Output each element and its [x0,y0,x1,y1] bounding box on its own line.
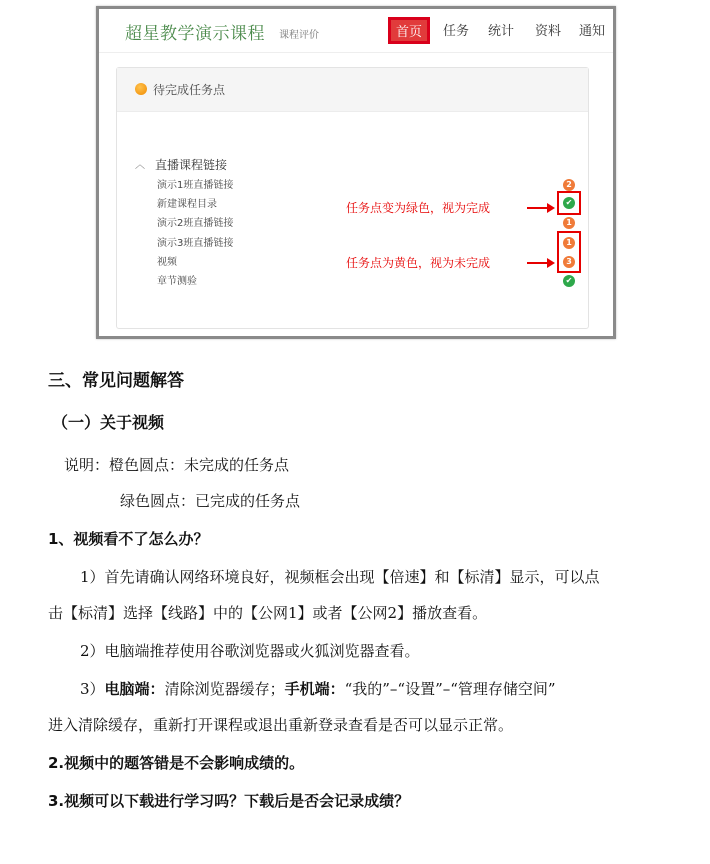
pc-label: 电脑端： [104,680,165,698]
panel-title: 待完成任务点 [153,83,226,97]
subsection-title: （一）关于视频 [52,413,165,432]
answer-3-prefix: 3） [80,680,105,698]
nav-notice[interactable]: 通知 [579,24,606,39]
answer-2: 2）电脑端推荐使用谷歌浏览器或火狐浏览器查看。 [80,642,420,660]
orange-badge-icon: 2 [563,179,575,191]
lesson-item[interactable]: 演示2班直播链接 [157,218,234,229]
answer-3-line1 [80,678,556,699]
chapter-title[interactable]: 直播课程链接 [155,158,228,172]
nav-statistics[interactable]: 统计 [488,24,515,39]
lesson-item[interactable]: 新建课程目录 [157,199,217,210]
lesson-item[interactable]: 视频 [157,257,177,268]
lesson-item[interactable]: 章节测验 [157,276,197,287]
section-title: 三、常见问题解答 [48,371,184,391]
annotation-yellow: 任务点为黄色，视为未完成 [346,256,491,270]
orange-badge-icon: 3 [563,256,575,268]
pending-dot-icon [135,83,147,95]
mobile-text: “我的”–“设置”–“管理存储空间” [344,680,556,698]
orange-badge-icon: 1 [563,217,575,229]
legend-green: 绿色圆点：已完成的任务点 [120,492,301,510]
question-3: 3.视频可以下载进行学习吗？下载后是否会记录成绩？ [48,792,410,810]
course-title: 超星教学演示课程 [125,24,265,44]
orange-badge-icon: 1 [563,237,575,249]
highlight-box [557,231,581,273]
check-icon: ✔ [563,197,575,209]
nav-materials[interactable]: 资料 [535,24,562,39]
pc-text: 清除浏览器缓存； [164,680,285,698]
course-header [99,9,613,53]
arrow-right-icon [527,262,549,264]
check-icon: ✔ [563,275,575,287]
panel-header [117,68,588,112]
legend-orange: 说明：橙色圆点：未完成的任务点 [64,456,290,474]
question-1: 1、视频看不了怎么办？ [48,530,209,548]
answer-3-line2: 进入清除缓存，重新打开课程或退出重新登录查看是否可以显示正常。 [48,716,514,734]
annotation-green: 任务点变为绿色，视为完成 [346,201,491,215]
lesson-item[interactable]: 演示3班直播链接 [157,238,234,249]
task-panel [116,67,589,329]
arrow-right-icon [527,207,549,209]
course-screenshot [96,6,616,339]
chevron-up-icon[interactable]: ︿ [135,160,145,171]
answer-1-line2: 击【标清】选择【线路】中的【公网1】或者【公网2】播放查看。 [48,604,488,622]
answer-1-line1: 1）首先请确认网络环境良好，视频框会出现【倍速】和【标清】显示，可以点 [80,568,600,586]
nav-task[interactable]: 任务 [443,24,470,39]
course-subtitle[interactable]: 课程评价 [279,30,319,41]
question-2: 2.视频中的题答错是不会影响成绩的。 [48,754,305,772]
lesson-item[interactable]: 演示1班直播链接 [157,180,234,191]
highlight-box [557,191,581,215]
nav-home[interactable]: 首页 [389,18,429,43]
mobile-label: 手机端： [284,680,345,698]
